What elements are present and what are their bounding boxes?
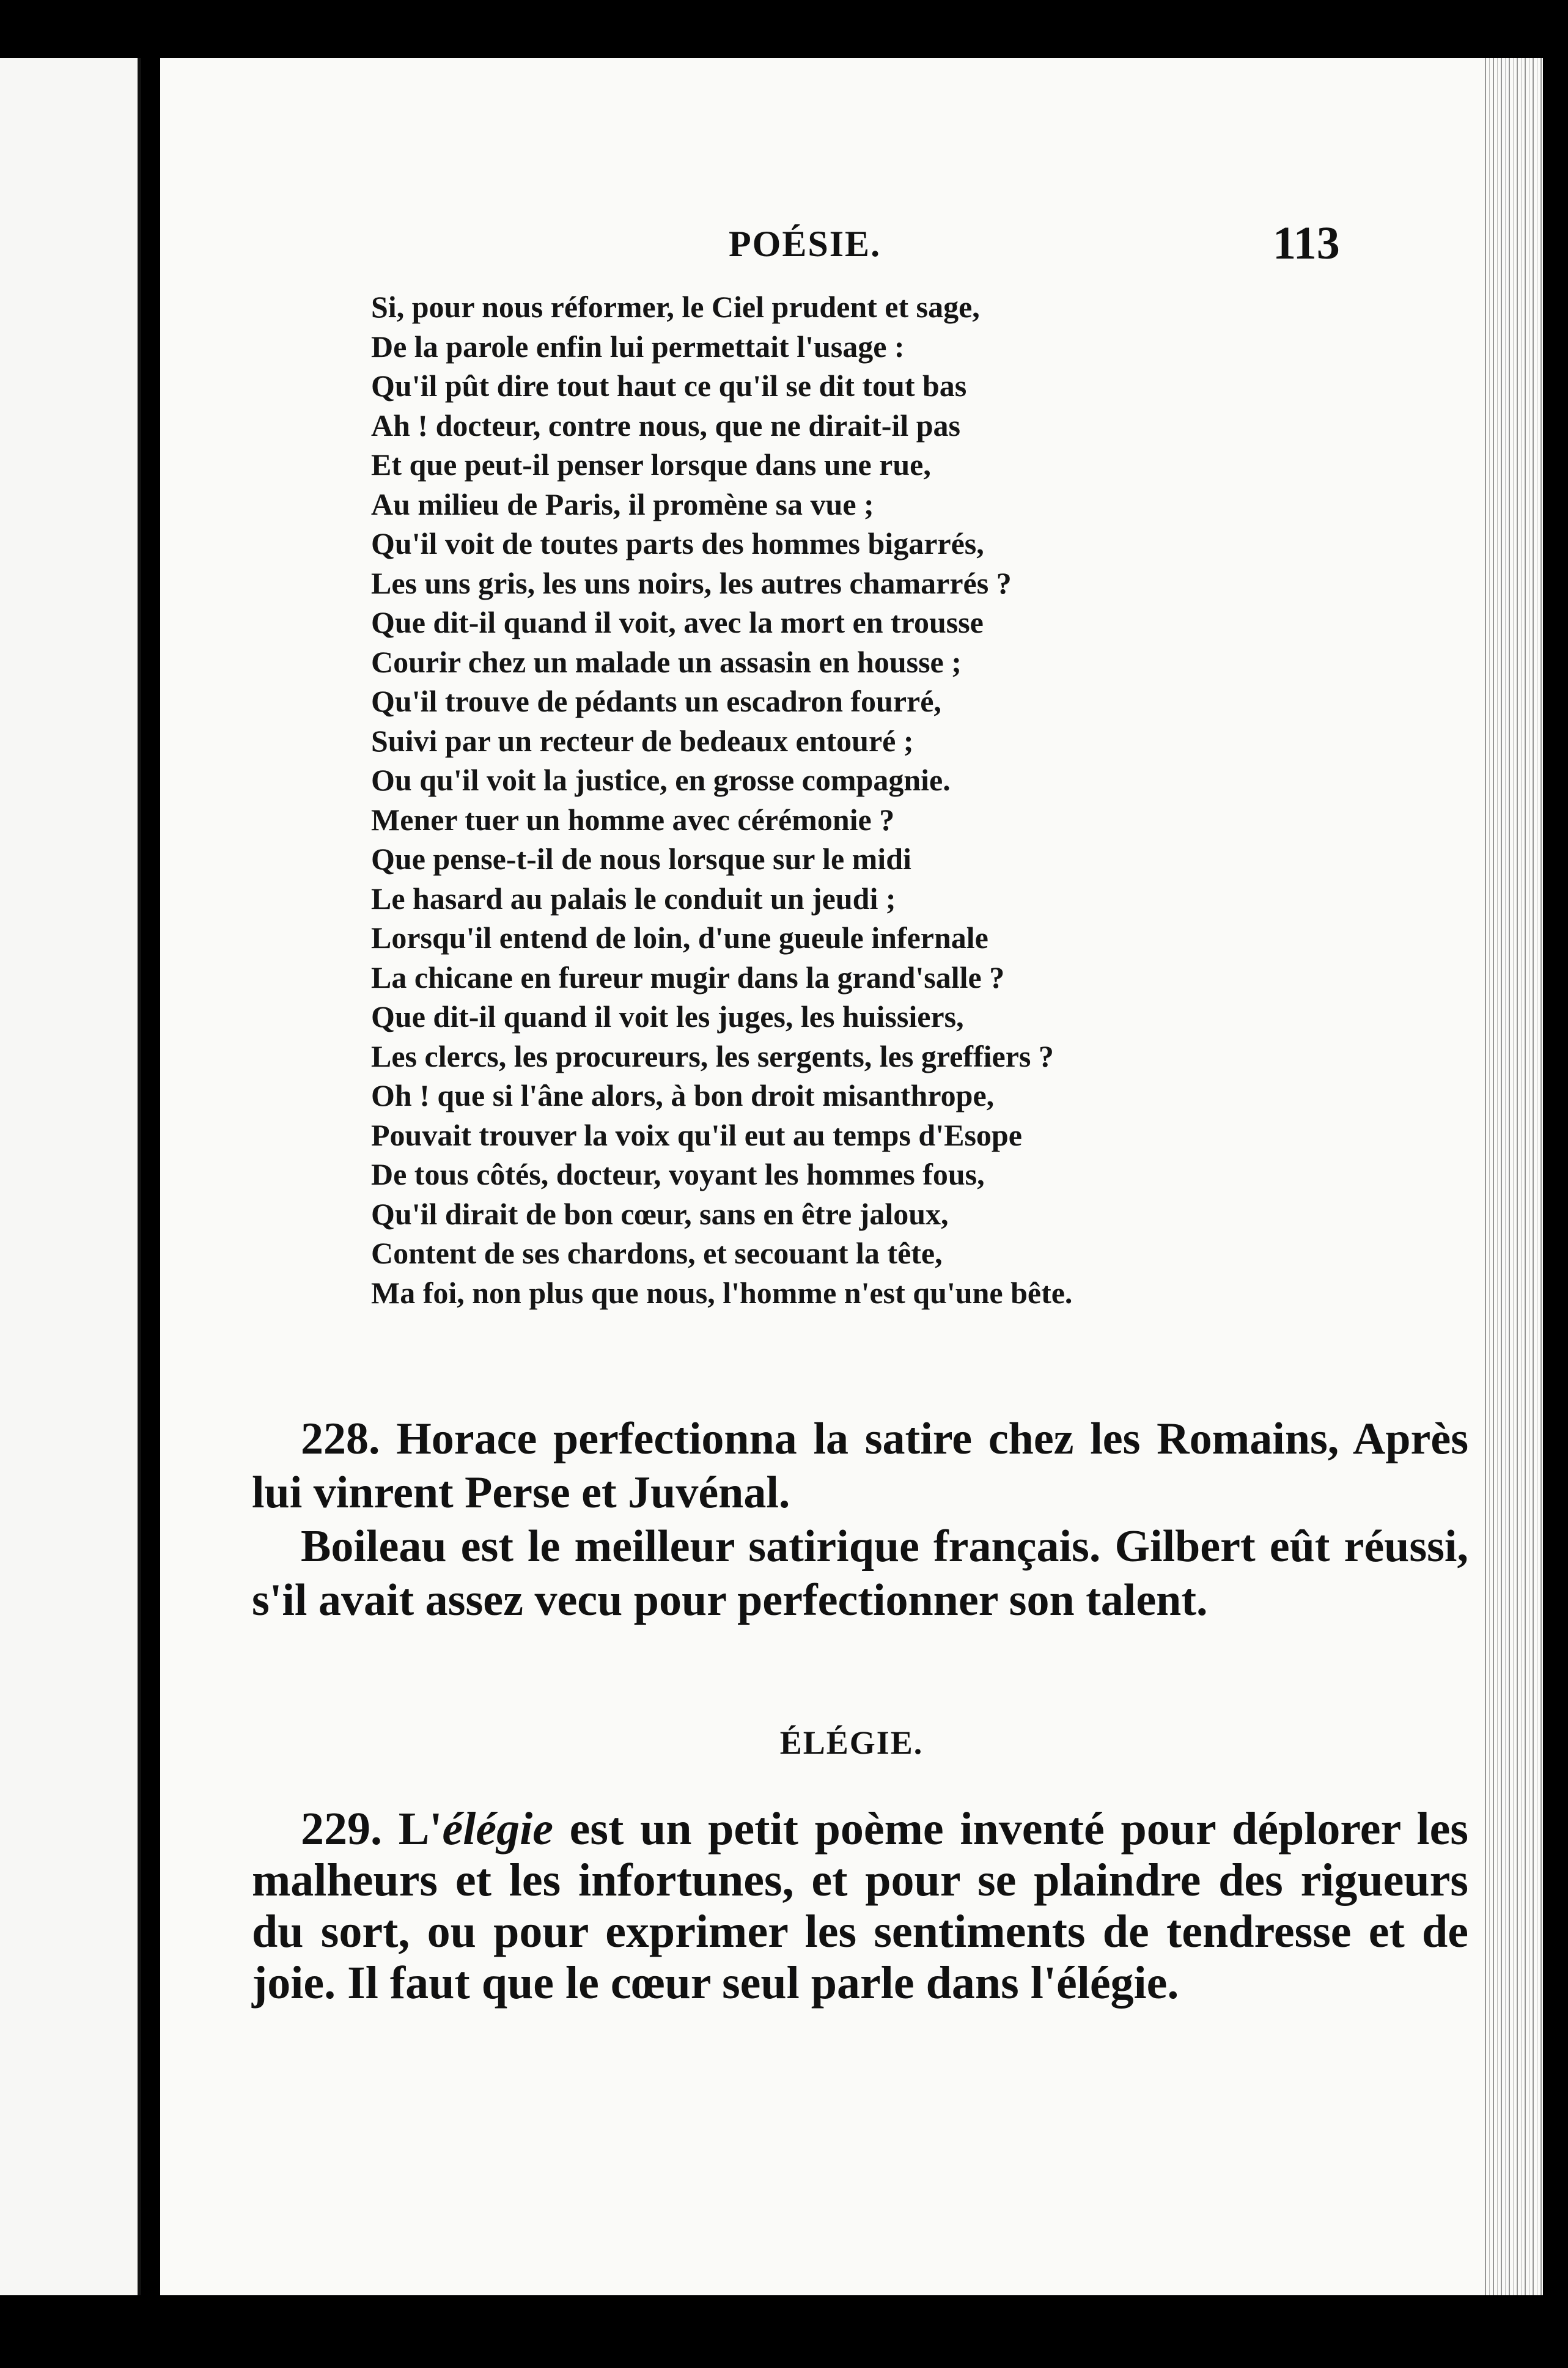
verse-line: Suivi par un recteur de bedeaux entouré ; <box>371 723 914 758</box>
verse-line: Que pense-t-il de nous lorsque sur le midi <box>371 842 911 876</box>
section-228 <box>252 1412 1468 1627</box>
verse-line: Lorsqu'il entend de loin, d'une gueule infernale <box>371 921 988 955</box>
verse-line: Mener tuer un homme avec cérémonie ? <box>371 802 895 837</box>
verse-line: Pouvait trouver la voix qu'il eut au temps d'Esope <box>371 1117 1022 1152</box>
verse-line: Le hasard au palais le conduit un jeudi ; <box>371 881 896 916</box>
verse-line: Au milieu de Paris, il promène sa vue ; <box>371 487 874 521</box>
paragraph-text: est un petit poème inventé pour déplorer les malheurs et les infortunes, et pour se plaindre des rigueurs du sort, ou pour exprimer les sentiments de tendresse et de joie. Il faut que le cœur seul parle dans l'élégie. <box>252 1803 1468 2009</box>
paragraph-boileau: Boileau est le meilleur satirique français. Gilbert eût réussi, s'il avait assez vecu pour perfectionner son talent. <box>252 1521 1468 1625</box>
verse-line: Si, pour nous réformer, le Ciel prudent et sage, <box>371 290 980 324</box>
verse-line: Les uns gris, les uns noirs, les autres chamarrés ? <box>371 565 1012 600</box>
verse-line: Ah ! docteur, contre nous, que ne dirait-il pas <box>371 408 960 443</box>
page-number: 113 <box>1273 218 1340 269</box>
verse-line: De tous côtés, docteur, voyant les hommes fous, <box>371 1157 985 1191</box>
verse-line: Qu'il trouve de pédants un escadron fourré, <box>371 684 941 718</box>
section-heading-elegie: ÉLÉGIE. <box>779 1724 924 1761</box>
page-fore-edge <box>1482 58 1543 2295</box>
verse-line: Que dit-il quand il voit les juges, les huissiers, <box>371 999 964 1034</box>
verse-line: Les clercs, les procureurs, les sergents, les greffiers ? <box>371 1039 1054 1073</box>
running-header <box>160 218 1543 296</box>
defined-term: élégie <box>442 1803 553 1855</box>
verse-line: Et que peut-il penser lorsque dans une rue, <box>371 447 931 482</box>
verse-line: Ou qu'il voit la justice, en grosse compagnie. <box>371 763 951 797</box>
section-229 <box>252 1803 1468 2009</box>
verse-line: Courir chez un malade un assasin en housse ; <box>371 644 962 679</box>
verse-line: Ma foi, non plus que nous, l'homme n'est qu'une bête. <box>371 1275 1073 1310</box>
verse-line: Qu'il pût dire tout haut ce qu'il se dit tout bas <box>371 369 967 403</box>
book-page <box>160 58 1543 2295</box>
verse-line: Qu'il voit de toutes parts des hommes bigarrés, <box>371 526 984 561</box>
verse-line: De la parole enfin lui permettait l'usage : <box>371 329 905 364</box>
verse-line: Content de ses chardons, et secouant la tête, <box>371 1236 943 1270</box>
verse-line: Oh ! que si l'âne alors, à bon droit misanthrope, <box>371 1078 995 1112</box>
verse-line: Qu'il dirait de bon cœur, sans en être jaloux, <box>371 1196 949 1231</box>
running-title: POÉSIE. <box>729 224 882 264</box>
poem-quotation <box>371 287 1410 1312</box>
paragraph-229-elegie <box>252 1803 1468 2009</box>
paragraph-number: 229. L' <box>301 1803 443 1855</box>
paragraph-228-horace: 228. Horace perfectionna la satire chez les Romains, Après lui vinrent Perse et Juvénal. <box>252 1414 1468 1518</box>
facing-page-edge <box>0 58 141 2295</box>
verse-line: La chicane en fureur mugir dans la grand'salle ? <box>371 960 1005 995</box>
verse-line: Que dit-il quand il voit, avec la mort en trousse <box>371 605 984 639</box>
